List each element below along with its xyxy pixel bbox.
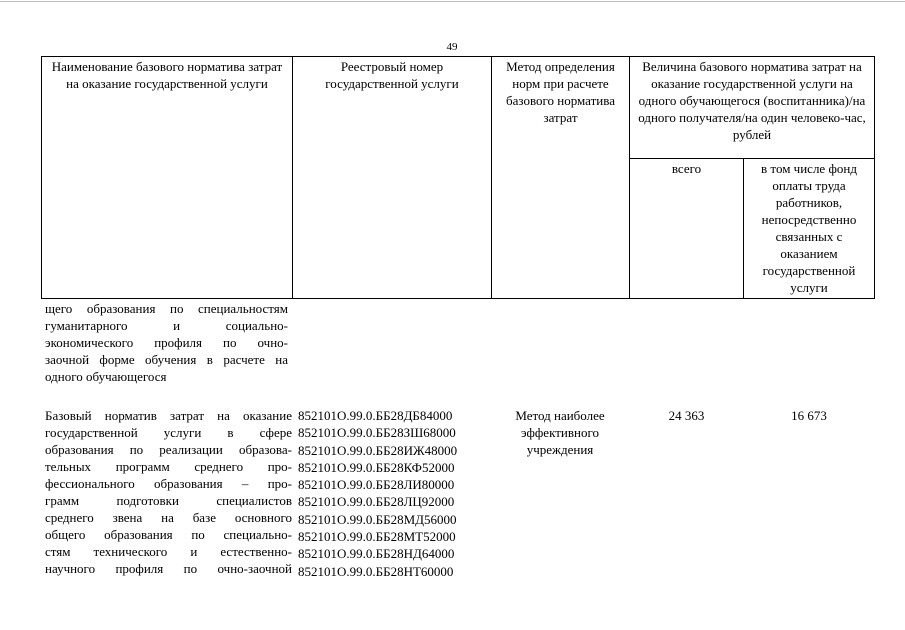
text-line: щего образования по специальностям	[45, 301, 288, 316]
text-line: научного профиля по очно-заочной	[45, 561, 292, 576]
registry-code: 852101О.99.0.ББ28ЛИ80000	[298, 477, 455, 493]
header-registry-number: Реестровый номер государственной услуги	[325, 59, 459, 91]
text-line: экономического профиля по очно-	[45, 335, 288, 350]
registry-code: 852101О.99.0.ББ28ЗШ68000	[298, 425, 456, 441]
text-line: тельных программ среднего про-	[45, 459, 292, 474]
text-line: фессионального образования – про-	[45, 476, 292, 491]
row-method: Метод наиболее эффективного учреждения	[515, 408, 605, 457]
header-wages: в том числе фонд оплаты труда работников, непосредственно связанных с оказанием государственной услуги	[761, 161, 857, 295]
text-line: гуманитарного и социально-	[45, 318, 288, 333]
continuation-text	[45, 300, 288, 385]
row-total-value: 24 363	[668, 408, 705, 423]
text-line: стям технического и естественно-	[45, 544, 292, 559]
text-line: одного обучающегося	[45, 369, 167, 384]
registry-code: 852101О.99.0.ББ28МД56000	[298, 511, 457, 527]
table-header-bottom-border	[41, 298, 875, 299]
row-service-name	[45, 407, 292, 577]
table-right-border	[874, 56, 875, 299]
text-line: грамм подготовки специалистов	[45, 493, 292, 508]
page-number: 49	[446, 41, 458, 53]
header-value: Величина базового норматива затрат на оказание государственной услуги на одного обучающегося (воспитанника)/на одного получателя/на один человеко-час, рублей	[638, 59, 866, 142]
registry-code: 852101О.99.0.ББ28КФ52000	[298, 459, 455, 475]
text-line: образования по реализации образова-	[45, 442, 292, 457]
registry-code: 852101О.99.0.ББ28НД64000	[298, 546, 455, 562]
text-line: среднего звена на базе основного	[45, 510, 292, 525]
registry-code: 852101О.99.0.ББ28МТ52000	[298, 529, 456, 545]
header-method: Метод определения норм при расчете базового норматива затрат	[506, 59, 615, 125]
registry-code: 852101О.99.0.ББ28ДБ84000	[298, 408, 453, 423]
row-registry-codes	[298, 407, 457, 580]
header-total: всего	[671, 161, 702, 176]
text-line: Базовый норматив затрат на оказание	[45, 408, 292, 423]
header-name: Наименование базового норматива затрат на оказание государственной услуги	[51, 59, 283, 91]
registry-code: 852101О.99.0.ББ28ИЖ48000	[298, 442, 458, 458]
top-rule	[0, 1, 905, 2]
text-line: государственной услуги в сфере	[45, 425, 292, 440]
text-line: заочной форме обучения в расчете на	[45, 352, 288, 367]
row-wages-value: 16 673	[791, 408, 827, 423]
text-line: общего образования по специально-	[45, 527, 292, 542]
registry-code: 852101О.99.0.ББ28ЛЦ92000	[298, 494, 455, 510]
registry-code: 852101О.99.0.ББ28НТ60000	[298, 563, 454, 579]
